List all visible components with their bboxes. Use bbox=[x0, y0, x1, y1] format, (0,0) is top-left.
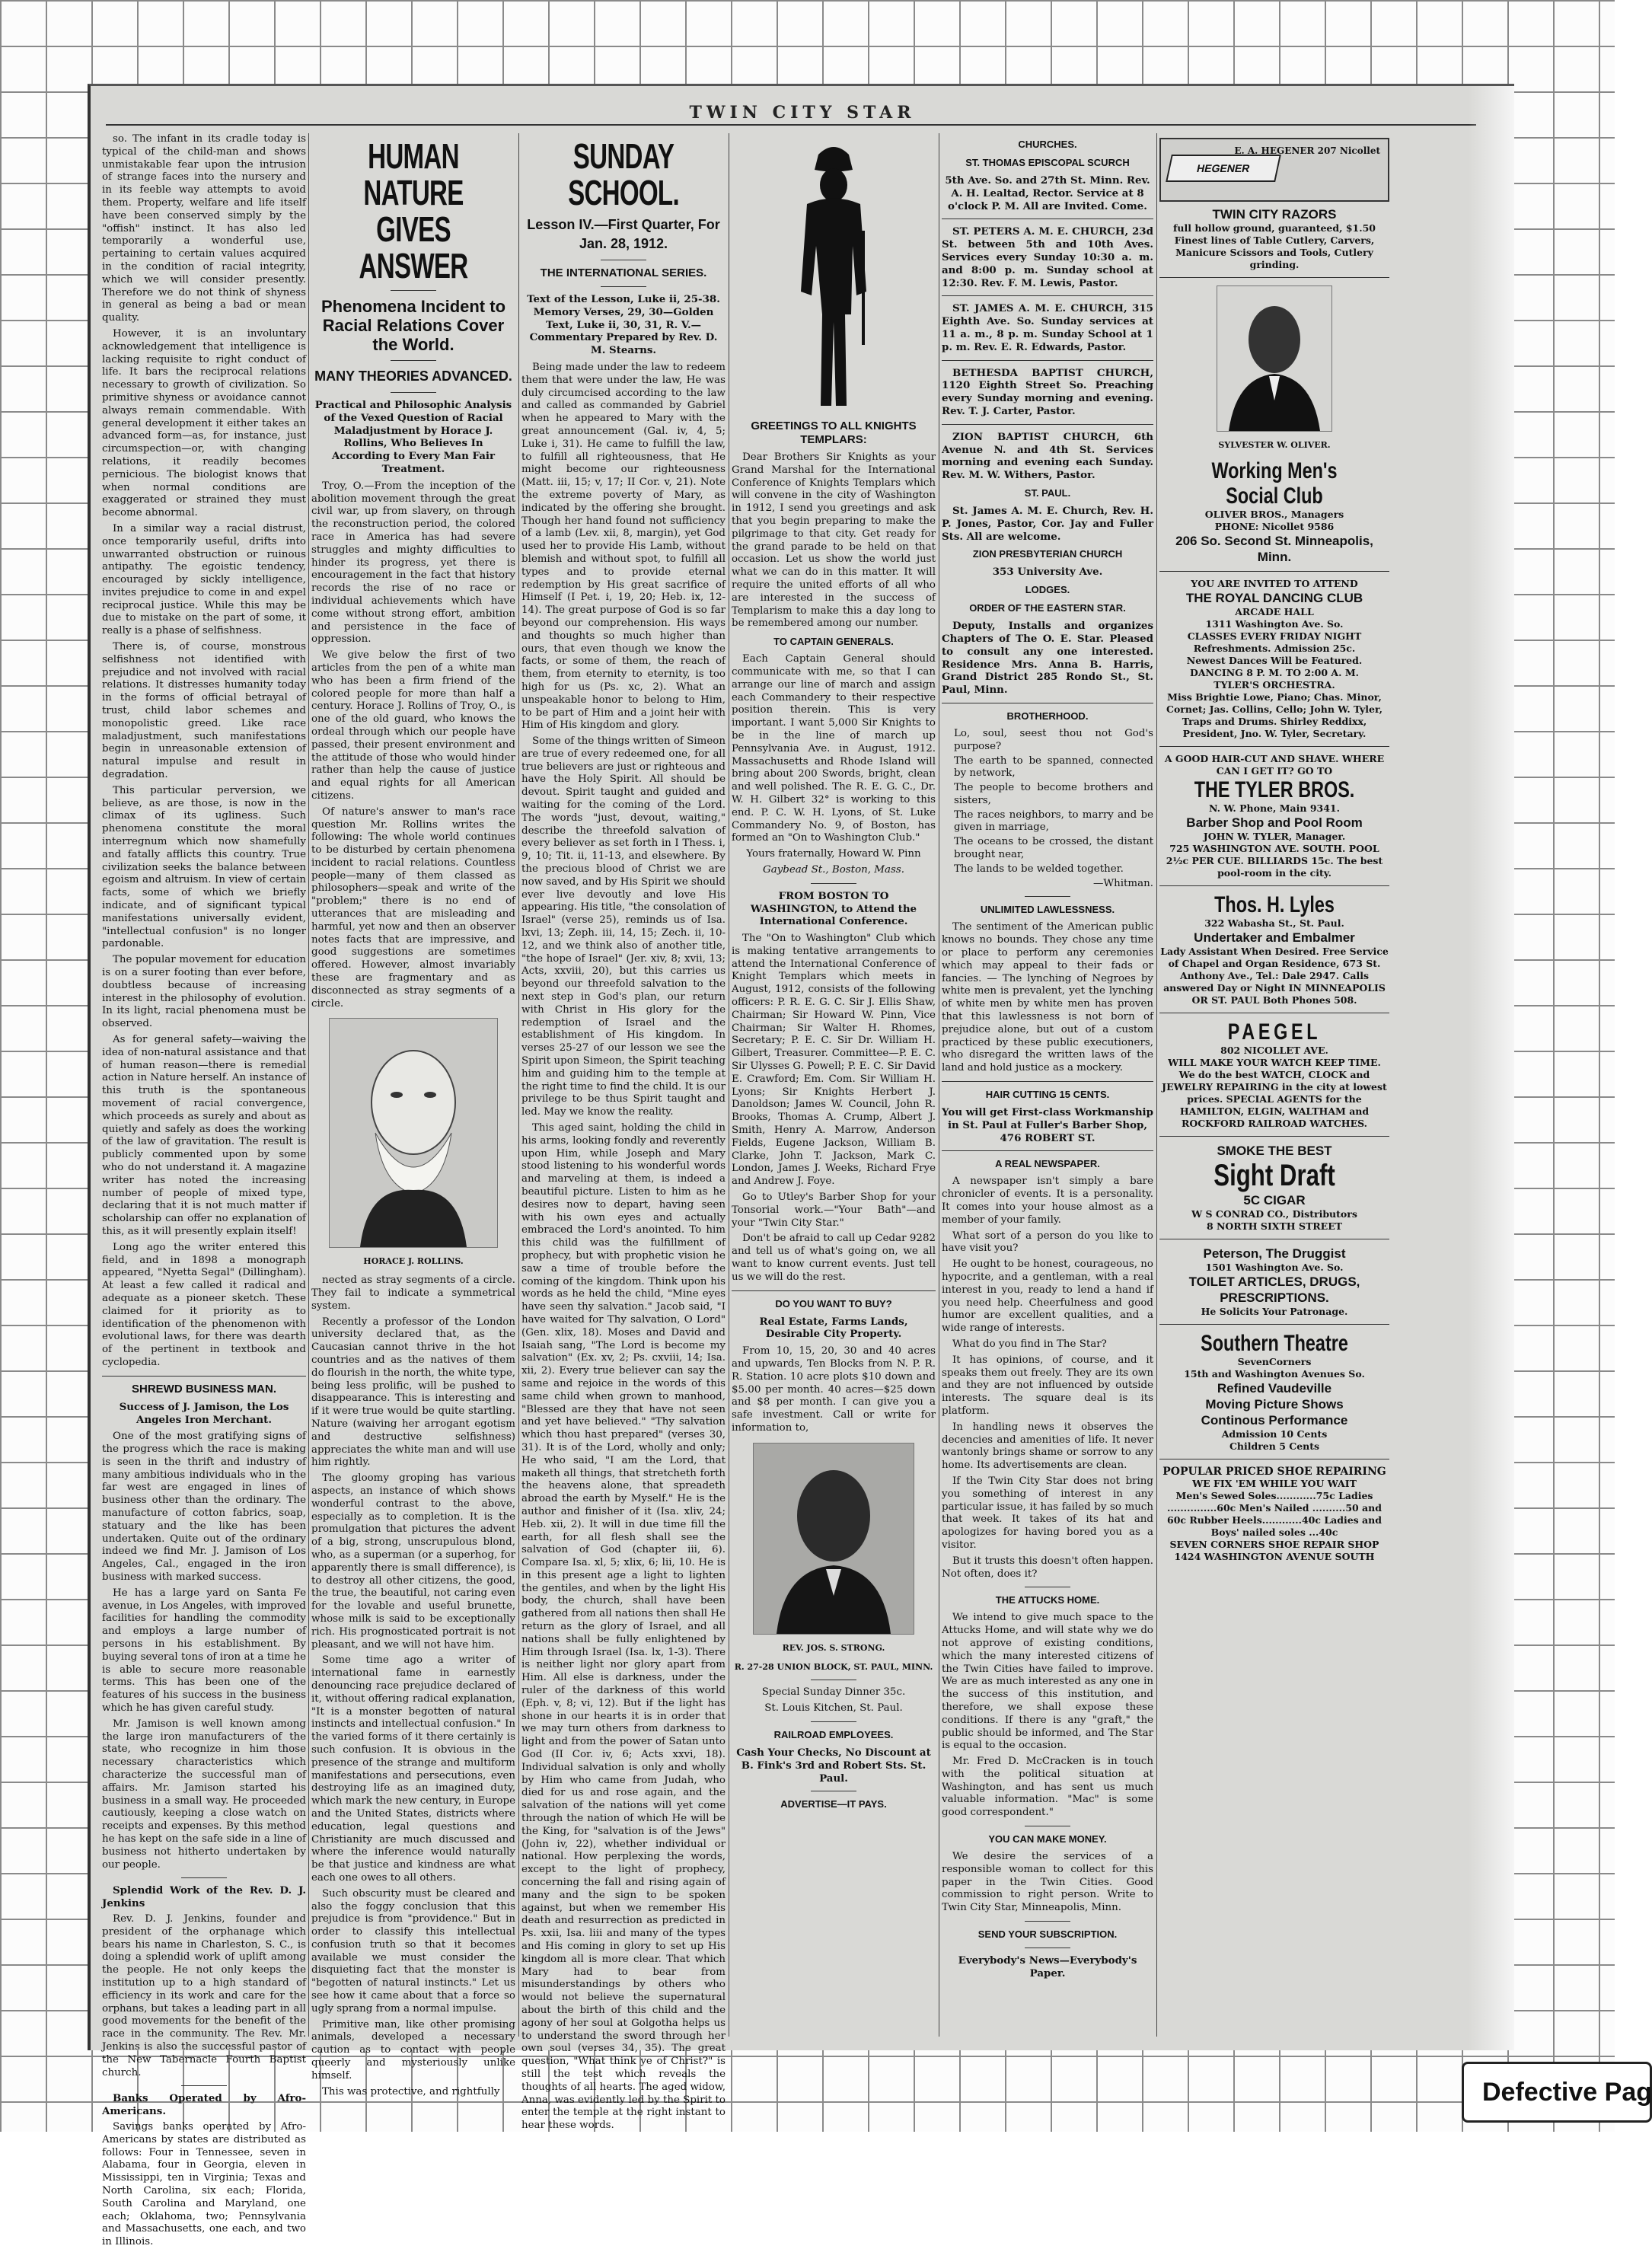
theatre-ad-line: Refined Vaudeville bbox=[1217, 1380, 1332, 1396]
article-paragraph: If the Twin City Star does not bring you something of interest in any particular issue, it has failed by so much that week. It takes of its hat and apologizes for having bored you as a visitor. bbox=[942, 1475, 1153, 1551]
dance-ad-line: 1311 Washington Ave. So. bbox=[1205, 617, 1344, 630]
st-paul-heading: ST. PAUL. bbox=[1024, 486, 1071, 499]
church-name: ST. THOMAS EPISCOPAL SCURCH bbox=[965, 157, 1130, 168]
subhead-captain-generals: TO CAPTAIN GENERALS. bbox=[773, 636, 894, 648]
divider bbox=[1159, 885, 1389, 886]
divider bbox=[1159, 746, 1389, 747]
cigar-ad-line: W S CONRAD CO., Distributors bbox=[1191, 1207, 1357, 1220]
theatre-ad-title: Southern Theatre bbox=[1201, 1330, 1348, 1356]
church-listing: ZION BAPTIST CHURCH, 6th Avenue N. and 4th St. Services morning and evening each Sunday. Rev. M. W. Withers, Pastor. bbox=[942, 430, 1153, 482]
church-listing: 353 University Ave. bbox=[992, 566, 1103, 579]
cigar-ad-title: Sight Draft bbox=[1213, 1158, 1335, 1192]
lyles-ad-sub: Undertaker and Embalmer bbox=[1194, 930, 1355, 945]
portrait-photo bbox=[329, 1018, 498, 1248]
divider bbox=[1159, 571, 1389, 572]
signature: Yours fraternally, Howard W. Pinn bbox=[746, 848, 921, 860]
divider bbox=[942, 1150, 1153, 1151]
poem-title: BROTHERHOOD. bbox=[1006, 710, 1089, 722]
lodge-name: ORDER OF THE EASTERN STAR. bbox=[969, 602, 1126, 614]
article-paragraph: Savings banks operated by Afro-Americans by states are distributed as follows: Four in Tennessee, seven in Alabama, four in Georgia, eleven in Mississippi, ten in Virginia; Texas and North Carolina, six each; Florida, South Carolina and Maryland, one each; Oklahoma, two; Pennsylvania and Massachusetts, one each, and two in Illinois. bbox=[102, 2120, 306, 2248]
divider bbox=[811, 883, 856, 884]
cigar-ad-line: SMOKE THE BEST bbox=[1217, 1143, 1332, 1158]
portrait-image bbox=[1217, 286, 1331, 431]
poem-line: Lo, soul, seest thou not God's purpose? bbox=[954, 727, 1153, 752]
cigar-ad-price: 5C CIGAR bbox=[1243, 1192, 1306, 1207]
theatre-ad-line: Children 5 Cents bbox=[1229, 1440, 1320, 1452]
club-ad-title: Working Men's Social Club bbox=[1211, 458, 1338, 509]
article-paragraph: Primitive man, like other promising animals, developed a necessary caution as to contact with people queerly and mysteriously unlike himself. bbox=[311, 2018, 515, 2082]
deck: Text of the Lesson, Luke ii, 25-38. Memory Verses, 29, 30—Golden Text, Luke ii, 30, 31, R. V.—Commentary Prepared by Rev. D. M. Stearns. bbox=[527, 293, 720, 357]
headline-human-nature: HUMAN NATURE GIVES ANSWER bbox=[359, 136, 468, 286]
headline-sunday-school: SUNDAY SCHOOL. bbox=[568, 136, 679, 212]
article-paragraph: Recently a professor of the London university declared that, as the Caucasian cannot thrive in the hot countries and as the natives of them do flourish in the north, the white type, being less prolific, will be pushed to disappearance. This is interesting and if it were true would be quite startling. Nature (waiving her arrogant egotism and destructive selfishness) appreciates the white man and will use him rightly. bbox=[311, 1316, 515, 1469]
article-paragraph: Troy, O.—From the inception of the abolition movement through the great civil war, up from slavery, on through the reconstruction period, the colored race in America has had severe struggles and mighty difficulties to hinder its progress, yet there is encouragement in the fact that history records the rise of no race or individual achievements which have come without strong effort, ambition and persistence in the face of oppression. bbox=[311, 480, 515, 646]
article-paragraph: The gloomy groping has various aspects, an instance of which shows wonderful contrast to the above, especially as to completion. It is the promulgation that pictures the advent of a big, strong, unscrupulous blond, who, as a superman (or a superhog, for apparently there is small difference), is to destroy all other citizens, the good, the true, the beautiful, not caring even for the lovable and useful brunette, whose milk is said to be exceptionally rich. His prognosticated portrait is not pleasant, and we will not have him. bbox=[311, 1472, 515, 1651]
paegel-ad-title: PAEGEL bbox=[1227, 1019, 1322, 1045]
article-paragraph: He has a large yard on Santa Fe avenue, in Los Angeles, with improved facilities for handling the commodity and employs a large number of persons in his establishment. By buying several tons of iron at a time he is able to secure more reasonable terms. This has been one of the features of his success in the business which he has given careful study. bbox=[102, 1587, 306, 1715]
divider bbox=[1159, 277, 1389, 278]
ad-line: You will get First-class Workmanship in St. Paul at Fuller's Barber Shop, 476 ROBERT ST. bbox=[942, 1106, 1154, 1144]
churches-heading: CHURCHES. bbox=[1018, 139, 1077, 150]
article-paragraph: A newspaper isn't simply a bare chronicler of events. It is a personality. It comes into your house almost as a member of your family. bbox=[942, 1176, 1153, 1226]
column-rule bbox=[518, 133, 519, 2037]
defective-page-tab: Defective Pag bbox=[1462, 2062, 1652, 2123]
theatre-ad-line: Continous Performance bbox=[1201, 1412, 1348, 1428]
lyles-ad-line: Lady Assistant When Desired. Free Service of Chapel and Organ Residence, 673 St. Anthony Ave., Tel.: Dale 2947. Calls answered Day or Night IN MINNEAPOLIS OR ST. PAUL Both Phones 508. bbox=[1160, 945, 1389, 1006]
divider bbox=[1159, 1324, 1389, 1325]
theatre-ad-line: SevenCorners bbox=[1237, 1355, 1312, 1367]
portrait-image bbox=[754, 1444, 914, 1634]
divider bbox=[391, 360, 436, 361]
dance-ad-title: THE ROYAL DANCING CLUB bbox=[1185, 590, 1363, 605]
article-paragraph: We desire the services of a responsible woman to collect for this paper in the Twin Cities. Good commission to right person. Write to Twin City Star, Minneapolis, Minn. bbox=[942, 1851, 1153, 1914]
razor-icon: HEGENER bbox=[1166, 155, 1281, 182]
ad-headline: DO YOU WANT TO BUY? bbox=[775, 1297, 892, 1310]
club-ad-line: OLIVER BROS., Managers bbox=[1204, 508, 1344, 520]
divider bbox=[732, 1290, 936, 1291]
column-3 bbox=[521, 133, 726, 2132]
article-paragraph: Don't be afraid to call up Cedar 9282 and tell us of what's going on, we all want to know current events. Just tell us we will do the rest. bbox=[732, 1233, 936, 1283]
dance-ad-line: DANCING 8 P. M. TO 2:00 A. M. bbox=[1189, 666, 1360, 678]
shoe-ad-tag: WE FIX 'EM WHILE YOU WAIT bbox=[1192, 1477, 1357, 1489]
ad-body: From 10, 15, 20, 30 and 40 acres and upwards, Ten Blocks from N. P. R. R. Station. 10 acre plots $10 down and $5.00 per month. 40 acres—$25 down and $8 per month. I can give you a safe investment. Call or write for information to, bbox=[732, 1345, 936, 1434]
shoe-ad-title: POPULAR PRICED SHOE REPAIRING bbox=[1162, 1465, 1386, 1478]
church-listing: ST. PETERS A. M. E. CHURCH, 23d St. between 5th and 10th Aves. Services every Sunday 10:30 a. m. and 8:00 p. m. Sunday school at 12:30. Rev. F. M. Lewis, Pastor. bbox=[942, 225, 1153, 289]
divider bbox=[811, 1721, 856, 1722]
cigar-ad-line: 8 NORTH SIXTH STREET bbox=[1206, 1220, 1343, 1232]
poem-line: The races neighbors, to marry and be given in marriage, bbox=[954, 809, 1153, 834]
druggist-ad-line: 1501 Washington Ave. So. bbox=[1205, 1261, 1344, 1273]
article-paragraph: The sentiment of the American public knows no bounds. They chose any time or place to perform any ceremonies which may appeal to their fads or fancies. — The lynching of Negroes by white men is prevalent, yet the lynching of white men by white men has proven that this lawlessness is not born of prejudice alone, but out of a custom practiced by these public executioners, who disregard the written laws of the land and hold justice as a mockery. bbox=[942, 921, 1153, 1074]
lodge-listing: Deputy, Installs and organizes Chapters of The O. E. Star. Pleased to consult any one interested. Residence Mrs. Anna B. Harris, Grand District 285 Rondo St., St. Paul, Minn. bbox=[942, 620, 1153, 697]
shoe-ad-name: SEVEN CORNERS SHOE REPAIR SHOP bbox=[1169, 1538, 1379, 1550]
tyler-ad-line: A GOOD HAIR-CUT AND SHAVE. WHERE CAN I GET IT? GO TO bbox=[1164, 752, 1385, 777]
club-ad-line: PHONE: Nicollet 9586 bbox=[1214, 520, 1335, 532]
dance-ad-line: Refreshments. Admission 25c. bbox=[1193, 642, 1356, 654]
photo-caption: SYLVESTER W. OLIVER. bbox=[1218, 440, 1331, 450]
ad-subhead: Real Estate, Farms Lands, Desirable City Property. bbox=[759, 1315, 908, 1341]
article-paragraph: Dear Brothers Sir Knights as your Grand Marshal for the International Conference of Knights Templars which will convene in the city of Washington in 1912, I send you greetings and ask that you begin preparing to make the pilgrimage to that city. Get ready for the grand parade to be held on that occasion. Let us show the world just what we can do in this matter. It will require the united efforts of all who are interested in the success of Templarism to make this a day long to be remembered among our number. bbox=[732, 451, 936, 630]
tyler-ad-line: JOHN W. TYLER, Manager. bbox=[1203, 830, 1346, 842]
dance-ad-line: Miss Brightie Lowe, Piano; Chas. Minor, Cornet; Jas. Collins, Cello; John W. Tyler, Traps and Drums. Shirley Reddixx, President, Jno. W. Tyler, Secretary. bbox=[1166, 691, 1383, 739]
paegel-ad-line: WILL MAKE YOUR WATCH KEEP TIME. bbox=[1168, 1056, 1381, 1068]
lodges-heading: LODGES. bbox=[1025, 584, 1070, 596]
ad-line: Cash Your Checks, No Discount at B. Fink's 3rd and Robert Sts. St. Paul. bbox=[736, 1746, 931, 1785]
article-paragraph: In a similar way a racial distrust, once temporarily useful, drifts into unwarranted obstruction or ruinous antipathy. The egoistic tendency, encouraged by sickly intelligence, invites prejudice to come in and expel reciprocal justice. While this may be due to mistake on the part of some, it really is a phase of selfishness. bbox=[102, 522, 306, 637]
portrait-photo bbox=[753, 1443, 914, 1635]
razor-ad-text: E. A. HEGENER 207 Nicollet bbox=[1234, 145, 1380, 156]
article-paragraph: As for general safety—waiving the idea of non-natural assistance and that of human reason—there is remedial action in Nature herself. An instance of this truth is the spontaneous movement of racial convergence, which proceeds as surely and about as quietly and safely as does the working of the law of gravitation. The result is publicly commented upon by some who do not understand it. A magazine writer has noted the increasing number of people of mixed type, declaring that it is not much matter if scholarship can offer no explanation of this, as it will presently explain itself! bbox=[102, 1033, 306, 1237]
paegel-ad-line: We do the best WATCH, CLOCK and JEWELRY REPAIRING in the city at lowest prices. SPECIAL AGENTS for the HAMILTON, ELGIN, WALTHAM and ROCKFORD RAILROAD WATCHES. bbox=[1162, 1068, 1387, 1129]
theatre-ad-line: Moving Picture Shows bbox=[1205, 1396, 1344, 1412]
photo-caption: HORACE J. ROLLINS. bbox=[363, 1256, 464, 1267]
article-paragraph: One of the most gratifying signs of the progress which the race is making is seen in the thrift and industry of many ambitious individuals who in the far west are engaged in lines of business other than the ordinary. The manufacture of cotton fabrics, soap, statuary and the like has been undertaken. Quite out of the ordinary indeed we find Mr. J. Jamison of Los Angeles, Cal., engaged in the iron business with marked success. bbox=[102, 1431, 306, 1584]
druggist-ad-line: He Solicits Your Patronage. bbox=[1201, 1305, 1348, 1317]
divider bbox=[942, 1081, 1153, 1082]
club-ad-address: 206 So. Second St. Minneapolis, Minn. bbox=[1175, 533, 1373, 564]
poem-line: The oceans to be crossed, the distant brought near, bbox=[954, 836, 1153, 861]
theatre-ad-line: Admission 10 Cents bbox=[1221, 1428, 1328, 1440]
signature-address: Gaybead St., Boston, Mass. bbox=[763, 863, 904, 876]
column-1 bbox=[102, 133, 306, 2248]
paegel-ad-line: 802 NICOLLET AVE. bbox=[1220, 1044, 1328, 1056]
headline-knights-templars: GREETINGS TO ALL KNIGHTS TEMPLARS: bbox=[751, 419, 917, 446]
poem-line: The lands to be welded together. bbox=[954, 863, 1124, 875]
church-name: ZION PRESBYTERIAN CHURCH bbox=[972, 548, 1123, 560]
article-paragraph: so. The infant in its cradle today is typical of the child-man and shows unmistakable fear upon the intrusion of strange faces into the nursery and in its feeble way attempts to avoid them. Property, welfare and life itself have been conserved simply by the "offish" instinct. It has also led temporarily a wonderful use, pertaining to certain values acquired in the condition of racial integrity, which we will consider presently. Therefore we do not think of shyness in general as being a bad or mean quality. bbox=[102, 133, 306, 324]
divider bbox=[181, 1877, 227, 1878]
headline-shrewd-business-man: SHREWD BUSINESS MAN. bbox=[131, 1382, 276, 1396]
article-paragraph: Such obscurity must be cleared and also the foggy conclusion that this prejudice is from "providence." But in order to classify this intellectual confusion truth so that it becomes available we must consider the disquieting fact that the monster is "begotten of natural instincts." Let us see how it came about that a force so ugly sprang from a normal impulse. bbox=[311, 1887, 515, 2015]
church-listing: St. James A. M. E. Church, Rev. H. P. Jones, Pastor, Cor. Jay and Fuller Sts. All are welcome. bbox=[942, 504, 1153, 543]
poem bbox=[942, 728, 1153, 876]
deck: Practical and Philosophic Analysis of the Vexed Question of Racial Maladjustment by Horace J. Rollins, Who Believes In According to Every Man Fair Treatment. bbox=[314, 399, 512, 475]
photo-caption: R. 27-28 UNION BLOCK, ST. PAUL, MINN. bbox=[734, 1661, 933, 1672]
subhead-jenkins: Splendid Work of the Rev. D. J. Jenkins bbox=[102, 1884, 306, 1910]
poem-line: The people to become brothers and sisters, bbox=[954, 782, 1153, 806]
divider bbox=[1025, 1921, 1070, 1922]
article-paragraph: However, it is an involuntary acknowledgement that intelligence is lacking requisite to right conduct of life. It bars the reciprocal relations necessary to growth of civilization. So primitive shyness or avoidance cannot always remain commendable. With general development it either takes an advanced form—as, for instance, just circumspection—or, with changing relations, it readily becomes pernicious. The biologist knows that when normal conditions are exaggerated or strained they must become abnormal. bbox=[102, 327, 306, 519]
article-paragraph: It has opinions, of course, and it speaks them out freely. They are its own and they are not influenced by outside interests. The square deal is its platform. bbox=[942, 1354, 1153, 1417]
column-5 bbox=[942, 133, 1153, 2037]
theatre-ad-line: 15th and Washington Avenues So. bbox=[1184, 1367, 1365, 1380]
article-paragraph: In handling news it observes the decencies and amenities of life. It never wantonly brings shame or sorrow to any home. Its advertisements are clean. bbox=[942, 1421, 1153, 1472]
razor-ad bbox=[1159, 138, 1389, 202]
shoe-ad-address: 1424 WASHINGTON AVENUE SOUTH bbox=[1174, 1550, 1375, 1562]
article-paragraph: Each Captain General should communicate with me, so that I can arrange our line of march and assign each Commandery to their respective position therein. This is very important. I want 5,000 Sir Knights to be in the line of march up Pennsylvania Ave. in August, 1912. Massachusetts and Rhode Island will bring about 200 Swords, bright, clean and well polished. The R. E. G. C., Dr. W. H. Gilbert 32° is working to this end. P. C. W. H. Lyons, of St. Luke Commandery No. 9, of Boston, has formed an "On to Washington Club." bbox=[732, 653, 936, 844]
lesson-title: Lesson IV.—First Quarter, For Jan. 28, 1912. bbox=[527, 217, 720, 251]
subhead-boston-washington: FROM BOSTON TO WASHINGTON, to Attend the International Conference. bbox=[750, 889, 917, 928]
divider bbox=[601, 286, 646, 287]
ad-line: St. Louis Kitchen, St. Paul. bbox=[764, 1702, 903, 1715]
divider bbox=[391, 290, 436, 291]
headline-make-money: YOU CAN MAKE MONEY. bbox=[988, 1833, 1107, 1845]
column-2 bbox=[311, 133, 515, 2097]
divider bbox=[942, 360, 1153, 361]
series-title: THE INTERNATIONAL SERIES. bbox=[540, 266, 707, 279]
article-paragraph: Being made under the law to redeem them that were under the law, He was duly circumcised according to the law and called as commanded by Gabriel when he appeared to Mary with the great announcement (Gal. iv, 4, 5; Luke i, 31). He came to fulfill the law, to fulfill all righteousness, that He might become our righteousness (Matt. iii, 15; v, 17; II Cor. v, 21). Note the extreme poverty of Mary, as indicated by the offering she brought. Though her hand found not sufficiency of a lamb (Lev. xii, 8, margin), yet God used her to provide His Lamb, without blemish and without spot, to fulfill all types and to provide eternal redemption by His great sacrifice of Himself (I Pet. i, 19, 20; Heb. ix, 12-14). The great purpose of God is so far beyond our comprehension. His ways and thoughts so much higher than ours, that even though we know the facts, or some of them, the reach of them, from eternity to eternity, is too high for us (Ps. xc, 2). What an unspeakable honor to belong to Him, to be part of Him and a joint heir with Him of His kingdom and glory. bbox=[521, 361, 726, 732]
tyler-ad-line: 725 WASHINGTON AVE. SOUTH. POOL 2½c PER CUE. BILLIARDS 15c. The best pool-room in the city. bbox=[1166, 842, 1383, 879]
knight-templar-silhouette bbox=[777, 139, 891, 413]
newspaper-page bbox=[88, 84, 1514, 2248]
article-paragraph: Mr. Jamison is well known among the large iron manufacturers of the state, who recognize in him those necessary characteristics which characterize the successful man of affairs. Mr. Jamison started his business in a small way. He proceeded cautiously, keeping a close watch on receipts and expenses. By this method he has kept on the safe side in a line of business not hitherto undertaken by our people. bbox=[102, 1718, 306, 1871]
ad-headline: RAILROAD EMPLOYEES. bbox=[773, 1728, 894, 1740]
dance-ad-line: TYLER'S ORCHESTRA. bbox=[1213, 678, 1335, 691]
article-paragraph: What do you find in The Star? bbox=[952, 1338, 1107, 1350]
masthead: TWIN CITY STAR bbox=[689, 103, 916, 123]
church-listing: ST. JAMES A. M. E. CHURCH, 315 Eighth Ave. So. Sunday services at 11 a. m., 8 p. m. Sunday School at 1 p. m. Rev. E. R. Edwards, Pastor. bbox=[942, 302, 1153, 353]
ad-line: Special Sunday Dinner 35c. bbox=[761, 1686, 906, 1699]
portrait-photo bbox=[1217, 286, 1332, 432]
subscription-banner: SEND YOUR SUBSCRIPTION. bbox=[977, 1928, 1118, 1941]
headline-attucks-home: THE ATTUCKS HOME. bbox=[995, 1594, 1100, 1606]
divider bbox=[1159, 1136, 1389, 1137]
subheadline: Phenomena Incident to Racial Relations Cover the World. bbox=[321, 297, 506, 354]
divider bbox=[181, 2085, 227, 2086]
article-paragraph: What sort of a person do you like to have visit you? bbox=[942, 1230, 1153, 1255]
headline-real-newspaper: A REAL NEWSPAPER. bbox=[995, 1158, 1100, 1170]
divider bbox=[1025, 896, 1070, 897]
lyles-ad-line: 322 Wabasha St., St. Paul. bbox=[1204, 917, 1344, 929]
article-paragraph: Some time ago a writer of international fame in earnestly denouncing race prejudice declared of it, without offering radical explanation, "It is a monster begotten of natural instincts and intellectual confusion." In the varied forms of it there certainly is such confusion. It is obvious in the presence of the strange and multiform manifestations and persecutions, even destroying life as an imagined duty, which mark the new century, in Europe and the United States, districts where education, legal questions and Christianity are much discussed and where the inference would naturally be that justice and kindness are what each one owes to all others. bbox=[311, 1654, 515, 1884]
article-paragraph: But it trusts this doesn't often happen. Not often, does it? bbox=[942, 1555, 1153, 1580]
article-paragraph: Some of the things written of Simeon are true of every redeemed one, for all true believers are just or righteous and have the Holy Spirit. All should be devout. Spirit taught and guided and waiting for the coming of the Lord. The words "just, devout, waiting," describe the threefold salvation of every believer as set forth in I Thess. i, 9, 10; Tit. ii, 11-13, and elsewhere. By the precious blood of Christ we are now saved, and by His Spirit we should ever live devoutly and love His appearing. His title, "the consolation of Israel" (verse 25), reminds us of Isa. lxvi, 13; Zeph. iii, 14, 15; Zech. ii, 10-12, and we think also of another title, "the hope of Israel" (Jer. xiv, 8; xvii, 13; Acts, xxviii, 20), but this carries us beyond our threefold salvation to the next step in God's plan, our return with Christ in His glory for the redemption of Israel and the establishment of His kingdom. In verses 25-27 of our lesson we see the Spirit upon Simeon, the Spirit teaching him and guiding him to the temple at the right time to find the child. It is our privilege to be thus Spirit taught and led. May we know the reality. bbox=[521, 735, 726, 1118]
advertise-banner: ADVERTISE—IT PAYS. bbox=[780, 1798, 887, 1810]
tyler-ad-sub: Barber Shop and Pool Room bbox=[1186, 815, 1363, 830]
razor-ad-title: TWIN CITY RAZORS bbox=[1212, 207, 1337, 222]
article-paragraph: This aged saint, holding the child in his arms, looking fondly and reverently upon Him, while Joseph and Mary stood listening to his wonderful words and marveling at them, is indeed a beautiful picture. Listen to him as he desires now to depart, having seen with his own eyes and actually embraced the Lord's anointed. To him this child was the fulfillment of prophecy, but with prophetic vision he saw a time of trouble before the coming of the kingdom. Think upon his words as he held the child, "Mine eyes have seen thy salvation." Jacob said, "I have waited for Thy salvation, O Lord" (Gen. xlix, 18). Moses and David and Isaiah sang, "The Lord is become my salvation" (Ex. xv, 2; Ps. cxviii, 14; Isa. xii, 2). Every true believer can say the same and rejoice in the words of this same child when grown to manhood, "Blessed are they that have not seen and yet have believed." "Thy salvation which thou hast prepared" (verses 30, 31). It is of the Lord, wholly and only; He who said, "I am the Lord, that maketh all things, that stretcheth forth the heavens alone, that spreadeth abroad the earth by Myself." He is the author and finisher of it (Isa. xliv, 24; Heb. xii, 2). It will in due time fill the earth, for all flesh shall see the salvation of God (chapter iii, 6). Compare Isa. xl, 5; xlix, 6; lii, 10. He is in this present age a light to lighten the gentiles, and when by the light His body, the church, shall have been gathered from all nations then shall He return as the glory of Israel, and all nations shall be fully enlightened by Him through Israel (Isa. lx, 1-3). There is neither light nor glory apart from Him. All else is darkness, under the ruler of the darkness of this world (Eph. v, 8; vi, 12). But if the light has shone in our hearts it is in order that we may turn others from darkness to light and from the power of Satan unto God (II Cor. iv, 6; Acts xxvi, 18). Individual salvation is only and wholly by Him who came from Judah, who died for us and rose again, and the salvation of the nations will yet come through the nation of which He will be the King, for "salvation is of the Jews" (John iv, 22), whether individual or national. How perplexing the words, except to the light of prophecy, concerning the fall and rising again of many and the sign to be spoken against, but when we remember His death and resurrection as predicted in Ps. xxii, Isa. liii and many of the types and His coming in glory to set up His kingdom all is more clear. That which Mary had to bear from misunderstandings by others who would not believe the supernatural about the birth of this child and the agony of her soul at Golgotha helps us to understand the sword through her own soul (verses 34, 35). The great question, "What think ye of Christ?" is still the test which reveals the thoughts of all hearts. The aged widow, Anna, was evidently led by the Spirit to enter the temple at the right instant to hear these words. bbox=[521, 1122, 726, 2132]
column-4 bbox=[732, 133, 936, 2037]
article-paragraph: The popular movement for education is on a surer footing than ever before, doubtless because of increasing interest in the philosophy of evolution. In its light, racial phenomena must be observed. bbox=[102, 954, 306, 1030]
article-paragraph: We give below the first of two articles from the pen of a white man who has been a firm friend of the colored people for more than half a century. Horace J. Rollins of Troy, O., is one of the old guard, who knows the ordeal through which our people have passed, their present environment and the attitude of those who would hinder rather than help the cause of justice and equal rights for all American citizens. bbox=[311, 649, 515, 802]
druggist-ad-items: TOILET ARTICLES, DRUGS, PRESCRIPTIONS. bbox=[1188, 1274, 1360, 1305]
subheadline: MANY THEORIES ADVANCED. bbox=[314, 368, 512, 384]
headline-lawlessness: UNLIMITED LAWLESSNESS. bbox=[980, 904, 1115, 916]
divider bbox=[942, 424, 1153, 425]
article-paragraph: nected as stray segments of a circle. They fail to indicate a symmetrical system. bbox=[311, 1274, 515, 1312]
column-rule bbox=[1156, 133, 1157, 2037]
column-6-ads bbox=[1159, 133, 1389, 2037]
article-paragraph: The "On to Washington" Club which is making tentative arrangements to attend the International Conference of Knight Templars which meets in August, 1912, consists of the following officers: P. R. E. G. C. Sir J. Ellis Shaw, Chairman; Sir Howard W. Pinn, Vice Chairman; Sir Walter H. Rhomes, Secretary; P. E. C. Sir Dr. William H. Gilbert, Treasurer. Committee—P. E. C. Sir Ulysses G. Powell; P. E. C. Sir David E. Crawford; Em. Com. Sir William H. Lyons; Sir Knights Herbert J. Danoldson; James W. Council, John R. Brooks, Thomas A. Crump, Albert J. Smith, Henry A. Marrow, Anderson Fields, Eugene Jackson, William B. Clarke, John T. Jackson, Mark C. London, James J. Weeks, Richard Frye and Andrew J. Foye. bbox=[732, 933, 936, 1188]
article-paragraph: Rev. D. J. Jenkins, founder and president of the orphanage which bears his name in Charleston, S. C., is doing a splendid work of uplift among the people. He not only keeps the institution up to a high standard of efficiency in its work and care for the orphans, but takes a leading part in all good movements for the benefit of the race in the community. The Rev. Mr. Jenkins is also the successful pastor of the New Tabernacle Fourth Baptist church. bbox=[102, 1912, 306, 2078]
poem-author: —Whitman. bbox=[1092, 877, 1153, 889]
subhead-banks: Banks Operated by Afro-Americans. bbox=[102, 2092, 306, 2118]
dance-ad-line: ARCADE HALL bbox=[1235, 605, 1314, 617]
divider bbox=[942, 295, 1153, 296]
druggist-ad-title: Peterson, The Druggist bbox=[1203, 1246, 1346, 1261]
footer-slogan: Everybody's News—Everybody's Paper. bbox=[958, 1954, 1137, 1979]
article-paragraph: There is, of course, monstrous selfishness not identified with prejudice and not involved with racial relations. It distresses humanity today in the forms of official betrayal of trust, child labor schemes and monopolistic greed. Like race maladjustment, such manifestations begin in unreasonable extension of natural impulse and result in degradation. bbox=[102, 641, 306, 781]
article-paragraph: This particular perversion, we believe, as are those, is now in the climax of its ugliness. Such phenomena constitute the moral interregnum which now shamefully and fatally afflicts this country. True civilization seeks the balance between egoism and altruism. In view of certain facts, some of which we briefly indicate, and of significant typical manifestations universally evident, "intellectual confusion" is no longer pardonable. bbox=[102, 784, 306, 950]
divider bbox=[102, 1376, 306, 1377]
masthead-rule bbox=[106, 124, 1476, 126]
article-paragraph: We intend to give much space to the Attucks Home, and will state why we do not approve of existing conditions, which the many interested citizens of the Twin Cities have failed to improve. We are as much interested as any one in the success of this institution, and therefore, we shall expose these conditions. If there is any "graft," the public should be informed, and The Star is equal to the occasion. bbox=[942, 1612, 1153, 1752]
razor-ad-body: full hollow ground, guaranteed, $1.50 Finest lines of Table Cutlery, Carvers, Manicure Scissors and Tools, Cutlery grinding. bbox=[1173, 222, 1376, 270]
church-listing: 5th Ave. So. and 27th St. Minn. Rev. A. H. Lealtad, Rector. Service at 8 o'clock P. M. All are Invited. Come. bbox=[945, 174, 1150, 212]
tyler-ad-title: THE TYLER BROS. bbox=[1194, 777, 1355, 802]
dance-ad-line: Newest Dances Will be Featured. bbox=[1186, 654, 1363, 666]
article-paragraph: This was protective, and rightfully bbox=[322, 2085, 500, 2097]
article-paragraph: He ought to be honest, courageous, no hypocrite, and a gentleman, with a real interest in you, ready to lend a hand if you need help. Cheerfulness and good humor are excellent qualities, and a wide range of interests. bbox=[942, 1258, 1153, 1335]
lyles-ad-title: Thos. H. Lyles bbox=[1214, 892, 1335, 917]
portrait-image bbox=[330, 1019, 497, 1247]
article-paragraph: Go to Utley's Barber Shop for your Tonsorial work.—"Your Bath"—and your "Twin City Star." bbox=[732, 1191, 936, 1229]
deck: Success of J. Jamison, the Los Angeles Iron Merchant. bbox=[119, 1400, 289, 1426]
article-paragraph: Of nature's answer to man's race question Mr. Rollins writes the following: The whole world continues to be disturbed by certain phenomena incident to racial relations. Countless people—many of them classed as philosophers—speak and write of the "problem;" there is no end of utterances that are misleading and harmful, yet now and then an observer notes facts that are impressive, and good suggestions are sometimes offered. However, almost invariably these are fragmentary and as disconnected as stray segments of a circle. bbox=[311, 805, 515, 1010]
poem-line: The earth to be spanned, connected by network, bbox=[954, 754, 1153, 780]
ad-headline: HAIR CUTTING 15 CENTS. bbox=[985, 1089, 1110, 1101]
dance-ad-line: YOU ARE INVITED TO ATTEND bbox=[1191, 577, 1358, 589]
article-paragraph: Long ago the writer entered this field, and in 1898 a monograph appeared, "Nyetta Segal" (Dillingham). At least a few called it radical and adequate as a pioneer sketch. These claimed for it priority as to identification of the phenomenon with evolutional laws, for there was dearth of the pertinent in textbook and cyclopedia. bbox=[102, 1241, 306, 1368]
divider bbox=[391, 392, 436, 393]
shoe-ad-prices: Men's Sewed Soles............75c Ladies ...............60c Men's Nailed ..........50 and 60c Rubber Heels............40c Ladies and Boys' nailed soles ...40c bbox=[1167, 1489, 1382, 1538]
article-paragraph: Mr. Fred D. McCracken is in touch with the political situation at Washington, and has sent us much valuable information. "Mac" is some good correspondent." bbox=[942, 1756, 1153, 1819]
church-listing: BETHESDA BAPTIST CHURCH, 1120 Eighth Street So. Preaching every Sunday morning and evening. Rev. T. J. Carter, Pastor. bbox=[942, 366, 1153, 417]
photo-caption: REV. JOS. S. STRONG. bbox=[782, 1642, 885, 1653]
dance-ad-line: CLASSES EVERY FRIDAY NIGHT bbox=[1187, 630, 1362, 642]
tyler-ad-line: N. W. Phone, Main 9341. bbox=[1209, 802, 1340, 814]
column-rule bbox=[308, 133, 309, 2037]
